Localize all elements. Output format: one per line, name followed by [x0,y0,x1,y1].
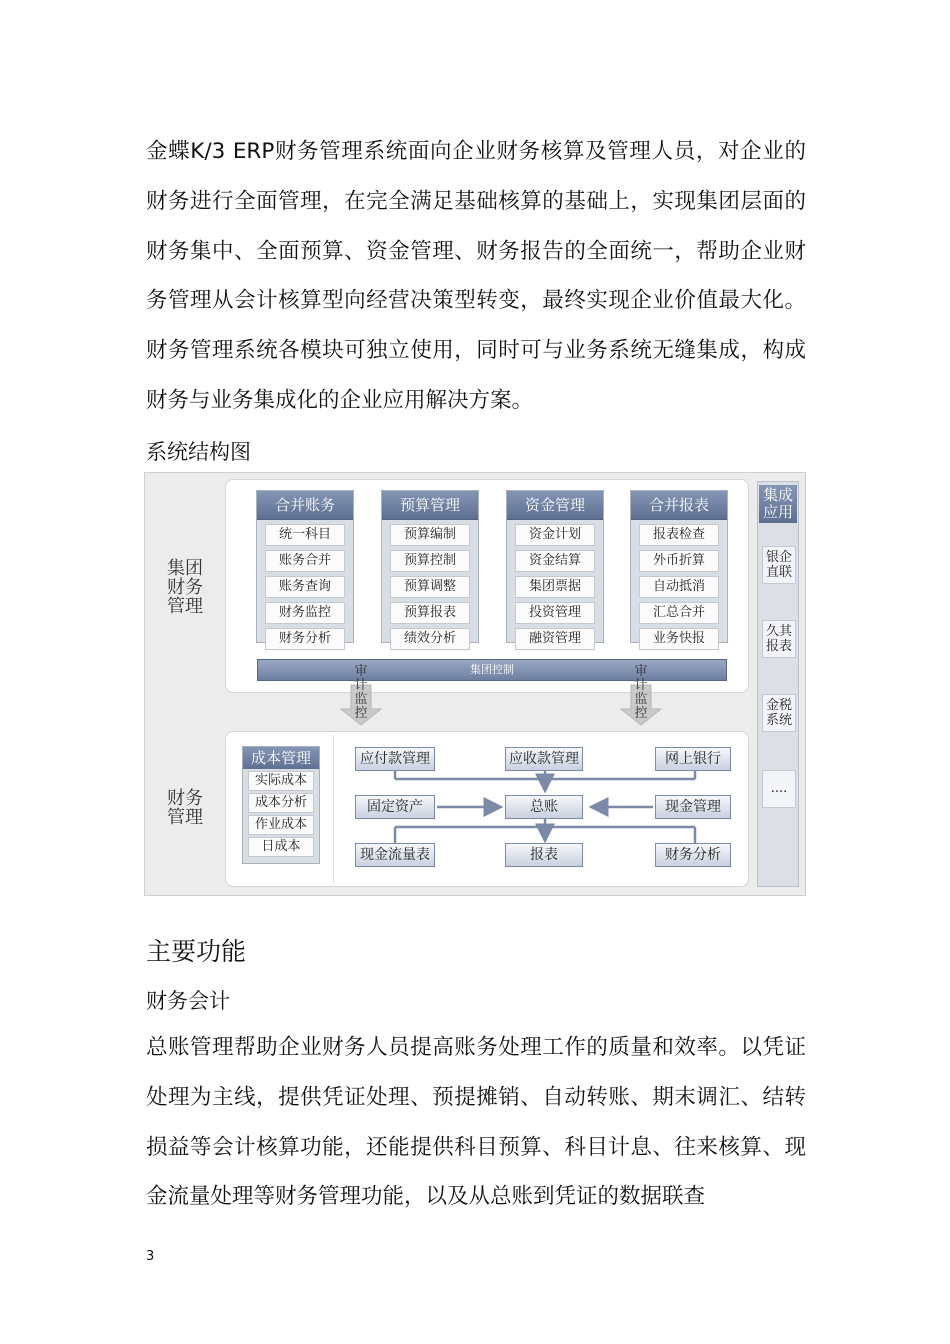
module-item: 账务查询 [265,576,345,598]
general-ledger-paragraph: 总账管理帮助企业财务人员提高账务处理工作的质量和效率。以凭证处理为主线，提供凭证处理、预提摊销、自动转账、期末调汇、结转损益等会计核算功能，还能提供科目预算、科目计息、往来核算、现金流量处理等财务管理功能，以及从总账到凭证的数据联查 [146,1035,806,1210]
module-item: 绩效分析 [390,628,470,650]
module-item: 实际成本 [248,771,314,791]
integration-item-more: .... [762,770,796,808]
integration-item-jiuqi: 久其 报表 [762,620,796,658]
box-reports: 报表 [505,843,583,867]
box-payable: 应付款管理 [355,747,435,771]
module-item: 投资管理 [515,602,595,624]
box-general-ledger: 总账 [505,795,583,819]
section-heading-main-functions: 主要功能 [146,937,247,966]
module-item: 成本分析 [248,793,314,813]
module-item: 预算调整 [390,576,470,598]
intro-paragraph: 金蝶K/3 ERP财务管理系统面向企业财务核算及管理人员，对企业的财务进行全面管理，在完全满足基础核算的基础上，实现集团层面的财务集中、全面预算、资金管理、财务报告的全面统一，帮助企业财务管理从会计核算型向经营决策型转变，最终实现企业价值最大化。财务管理系统各模块可独立使用，同时可与业务系统无缝集成，构成财务与业务集成化的企业应用解决方案。 [146,139,806,413]
integration-title: 集成 应用 [759,485,797,523]
integration-column [757,481,799,887]
audit-monitor-left: 审 计 监 控 [354,664,368,721]
diagram-caption: 系统结构图 [146,440,251,464]
module-item: 资金结算 [515,550,595,572]
audit-monitor-right: 审 计 监 控 [634,664,648,721]
subsection-heading-financial-accounting: 财务会计 [146,989,230,1013]
module-item: 汇总合并 [639,602,719,624]
module-item: 集团票据 [515,576,595,598]
module-item: 日成本 [248,837,314,857]
group-finance-label: 集团 财务 管理 [167,558,203,617]
module-item: 自动抵消 [639,576,719,598]
box-financial-analysis: 财务分析 [655,843,731,867]
system-structure-diagram [144,472,806,896]
box-receivable: 应收款管理 [505,747,583,771]
module-title: 预算管理 [382,491,478,520]
module-item: 作业成本 [248,815,314,835]
module-title: 成本管理 [243,747,319,769]
module-item: 统一科目 [265,524,345,546]
box-fixed-assets: 固定资产 [355,795,435,819]
module-item: 业务快报 [639,628,719,650]
module-item: 报表检查 [639,524,719,546]
box-cash-flow: 现金流量表 [355,843,435,867]
module-item: 资金计划 [515,524,595,546]
module-item: 预算控制 [390,550,470,572]
module-item: 融资管理 [515,628,595,650]
module-item: 外币折算 [639,550,719,572]
module-title: 合并报表 [631,491,727,520]
box-online-bank: 网上银行 [655,747,731,771]
module-item: 财务监控 [265,602,345,624]
integration-item-tax: 金税 系统 [762,694,796,732]
module-item: 预算编制 [390,524,470,546]
module-item: 账务合并 [265,550,345,572]
finance-label: 财务 管理 [167,788,203,828]
module-title: 资金管理 [507,491,603,520]
ledger-flow-lines [145,473,807,897]
module-title: 合并账务 [257,491,353,520]
page-number: 3 [146,1249,155,1264]
integration-item-bank: 银企 直联 [762,546,796,584]
group-control-bar: 集团控制 [257,659,727,681]
module-item: 财务分析 [265,628,345,650]
module-item: 预算报表 [390,602,470,624]
box-cash-management: 现金管理 [655,795,731,819]
